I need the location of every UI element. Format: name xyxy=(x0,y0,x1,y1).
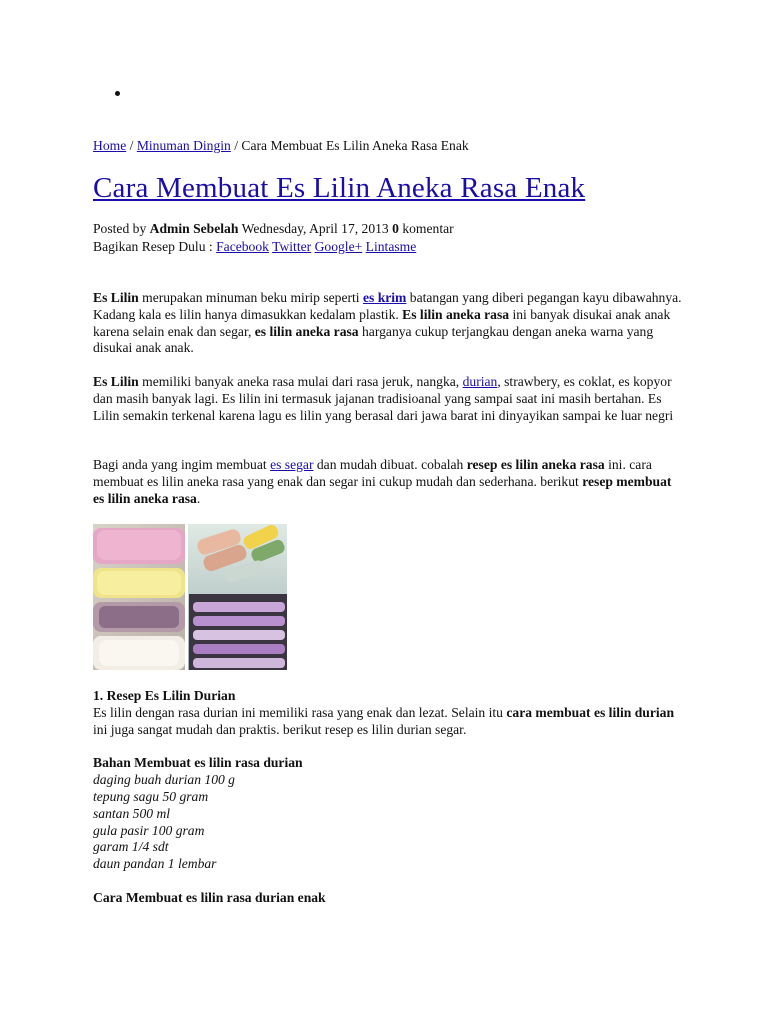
bold-text: resep membuat es lilin aneka rasa xyxy=(93,473,672,506)
author-name: Admin Sebelah xyxy=(149,221,239,236)
share-twitter-link[interactable]: Twitter xyxy=(272,239,312,254)
body-text: , strawbery, es coklat, es kopyor dan masih banyak lagi. Es lilin ini termasuk jajanan tradisioanal yang sampai saat ini masih bertahan. Es Lilin semakin terkenal karena lagu es lilin yang berasal dari jawa barat ini dinyayikan sampai ke luar negri xyxy=(93,374,674,423)
share-googleplus-link[interactable]: Google+ xyxy=(314,239,363,254)
comment-label: komentar xyxy=(398,221,454,236)
ingredient-item: gula pasir 100 gram xyxy=(93,823,205,838)
share-bar xyxy=(93,239,416,256)
link-es-krim[interactable]: es krim xyxy=(362,290,407,305)
body-text: harganya cukup terjangkau dengan aneka warna yang disukai anak anak. xyxy=(93,323,654,356)
ingredient-item: garam 1/4 sdt xyxy=(93,839,169,854)
bold-text: Es lilin aneka rasa xyxy=(402,306,510,322)
posted-by-label: Posted by xyxy=(93,221,150,236)
breadcrumb-separator: / xyxy=(126,138,137,153)
paragraph-flavors xyxy=(93,374,683,424)
paragraph-recipe-intro xyxy=(93,457,683,507)
body-text: ini. cara membuat es lilin aneka rasa yang enak dan segar ini cukup mudah dan sederhana. berikut xyxy=(93,457,652,489)
body-text: Es lilin dengan rasa durian ini memiliki rasa yang enak dan lezat. Selain itu xyxy=(93,705,507,720)
paragraph-intro xyxy=(93,290,683,357)
breadcrumb-separator: / xyxy=(230,138,242,153)
ingredient-item: tepung sagu 50 gram xyxy=(93,789,209,804)
share-label: Bagikan Resep Dulu : xyxy=(93,239,217,254)
es-lilin-photo xyxy=(93,524,287,670)
body-text: merupakan minuman beku mirip seperti xyxy=(138,290,363,305)
body-text: memiliki banyak aneka rasa mulai dari rasa jeruk, nangka, xyxy=(138,374,463,389)
breadcrumb-current: Cara Membuat Es Lilin Aneka Rasa Enak xyxy=(241,138,469,153)
list-bullet xyxy=(115,91,120,96)
body-text: batangan yang diberi pegangan kayu dibawahnya. Kadang kala es lilin hanya dimasukkan kedalam plastik. xyxy=(93,290,682,322)
ingredient-item: daun pandan 1 lembar xyxy=(93,856,217,871)
breadcrumb xyxy=(93,138,469,154)
es-lilin-photo-graphic xyxy=(93,524,287,670)
ingredient-item: daging buah durian 100 g xyxy=(93,772,235,787)
body-text: . xyxy=(196,490,201,506)
link-durian[interactable]: durian xyxy=(462,374,498,389)
post-meta xyxy=(93,221,454,238)
ingredient-item: santan 500 ml xyxy=(93,806,171,821)
method-heading: Cara Membuat es lilin rasa durian enak xyxy=(93,890,326,905)
ingredients-heading: Bahan Membuat es lilin rasa durian xyxy=(93,755,303,770)
link-es-segar[interactable]: es segar xyxy=(270,457,314,472)
bold-text: es lilin aneka rasa xyxy=(254,323,359,339)
bold-text: resep es lilin aneka rasa xyxy=(466,457,605,472)
body-text: dan mudah dibuat. cobalah xyxy=(313,457,467,472)
section-heading-durian: 1. Resep Es Lilin Durian xyxy=(93,688,236,703)
breadcrumb-category-link[interactable]: Minuman Dingin xyxy=(136,138,231,153)
body-text: Bagi anda yang ingim membuat xyxy=(93,457,271,472)
share-facebook-link[interactable]: Facebook xyxy=(216,239,269,254)
breadcrumb-home-link[interactable]: Home xyxy=(93,138,127,153)
bold-text: cara membuat es lilin durian xyxy=(506,705,675,720)
article-title[interactable]: Cara Membuat Es Lilin Aneka Rasa Enak xyxy=(93,172,586,204)
bold-text: Es Lilin xyxy=(93,374,139,389)
section-body-durian xyxy=(93,705,683,739)
bold-text: Es Lilin xyxy=(93,290,139,305)
comment-count: 0 xyxy=(392,221,399,236)
body-text: ini banyak disukai anak anak karena selain enak dan segar, xyxy=(93,306,671,339)
post-date: Wednesday, April 17, 2013 xyxy=(238,221,393,236)
body-text: ini juga sangat mudah dan praktis. berikut resep es lilin durian segar. xyxy=(93,721,467,737)
share-lintasme-link[interactable]: Lintasme xyxy=(365,239,417,254)
